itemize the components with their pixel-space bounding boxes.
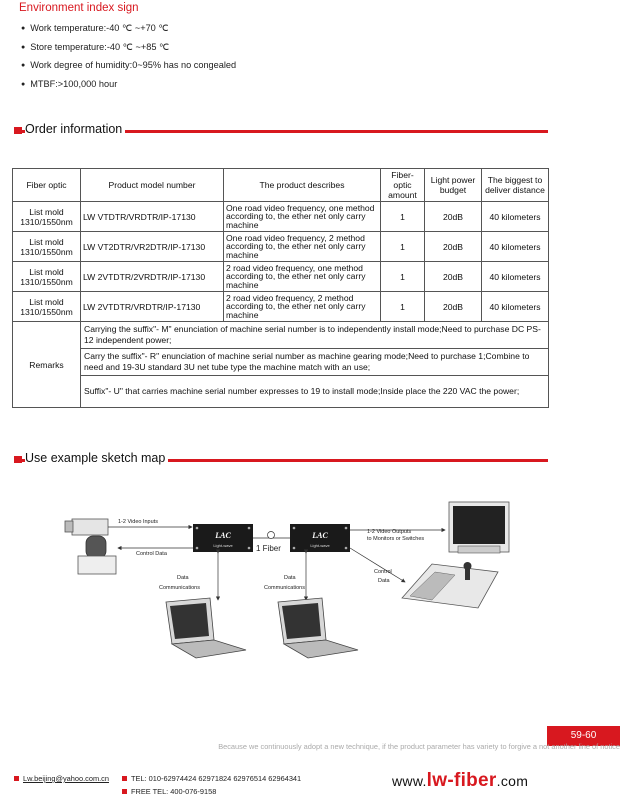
remark: Carry the suffix"- R" enunciation of machine serial number as machine gearing mode;Need to purchase 1;Combine to need and 19-3U standard 3U net tube type the machine match with an use; [81,349,549,376]
table-header-row [13,169,549,202]
environment-title: Environment index sign [19,2,139,14]
cell: 40 kilometers [482,262,549,292]
remark: Carrying the suffix"- M" enunciation of machine serial number is to independently install mode;Need to purchase DC PS-12 independent power; [81,322,549,349]
cell: 2 road video frequency, 2 method according to, the ether net only carry machine [224,292,381,322]
cell: LW VT2DTR/VR2DTR/IP-17130 [81,232,224,262]
bullet-square-icon [14,776,19,781]
email-line [14,774,109,783]
cell: List mold 1310/1550nm [13,202,81,232]
cell: 20dB [425,262,482,292]
tel-text: TEL: 010-62974424 62971824 62976514 62964341 [131,774,302,783]
laptop-icon [166,598,246,658]
example-title: Use example sketch map [25,451,168,465]
site-suffix: .com [496,773,529,789]
cell: LW 2VTDTR/VRDTR/IP-17130 [81,292,224,322]
fiber-transmitter-icon [193,524,253,552]
environment-list [21,20,236,94]
keyboard-controller-icon [402,562,498,608]
list-item: ● Work temperature:-40 ℃ ~+70 ℃ [21,20,236,39]
col-header: Product model number [81,169,224,202]
cell: List mold 1310/1550nm [13,292,81,322]
col-header: Fiber-optic amount [381,169,425,202]
cell: 1 [381,202,425,232]
table-row [13,262,549,292]
cell: 20dB [425,232,482,262]
cell: LW VTDTR/VRDTR/IP-17130 [81,202,224,232]
col-header: Light power budget [425,169,482,202]
bullet-square-icon [122,789,127,794]
sketch-map [60,490,560,660]
cell: List mold 1310/1550nm [13,232,81,262]
cell: One road video frequency, 2 method according to, the ether net only carry machine [224,232,381,262]
control-label: Control [374,569,392,575]
table-row [13,322,549,349]
list-item: ● MTBF:>100,000 hour [21,76,236,95]
section-marker [14,127,22,134]
fiber-receiver-icon [290,524,350,552]
monitor-icon [449,502,509,553]
order-table [12,168,549,408]
device-sub: Light-wave [310,543,330,548]
remarks-label: Remarks [13,322,81,408]
col-header: The product describes [224,169,381,202]
remark: Suffix"- U" that carries machine serial number expresses to 19 to install mode;Inside place the 220 VAC the power; [81,376,549,408]
control-data-label: Control Data [136,551,167,557]
email-link[interactable]: Lw.beijing@yahoo.com.cn [23,774,109,783]
cell: 1 [381,292,425,322]
free-tel-text: FREE TEL: 400-076-9158 [131,787,217,796]
table-row [13,376,549,408]
bullet-square-icon [122,776,127,781]
site-main: lw-fiber [426,770,497,791]
fiber-label: 1 Fiber [256,544,281,553]
laptop-icon [278,598,358,658]
cell: 20dB [425,202,482,232]
table-row [13,202,549,232]
device-logo: LAC [312,531,328,540]
cell: LW 2VTDTR/2VRDTR/IP-17130 [81,262,224,292]
site-prefix: www. [392,773,427,789]
cell: 1 [381,232,425,262]
cell: 40 kilometers [482,232,549,262]
table-row [13,292,549,322]
list-item: ● Store temperature:-40 ℃ ~+85 ℃ [21,39,236,58]
example-section-header [14,453,548,467]
data-comm-sub: Communications [159,585,200,591]
table-row [13,232,549,262]
free-tel-line [122,787,216,796]
device-sub: Light-wave [213,543,233,548]
col-header: The biggest to deliver distance [482,169,549,202]
cell: 40 kilometers [482,202,549,232]
cell: 20dB [425,292,482,322]
order-title: Order information [25,122,125,136]
list-item: ● Work degree of humidity:0~95% has no congealed [21,57,236,76]
section-marker [14,456,22,463]
data-comm-label: Data [177,575,189,581]
page-number: 59-60 [547,726,620,746]
cell: 1 [381,262,425,292]
table-row [13,349,549,376]
video-outputs-sub: to Monitors or Switches [367,536,425,542]
notice-text: Because we continuously adopt a new technique, if the product parameter has variety to forgive a not another line of notice [218,742,620,751]
cell: 2 road video frequency, one method according to, the ether net only carry machine [224,262,381,292]
cell: List mold 1310/1550nm [13,262,81,292]
device-logo: LAC [215,531,231,540]
website-link[interactable] [392,770,528,792]
order-section-header [14,124,548,138]
data-comm-sub: Communications [264,585,305,591]
col-header: Fiber optic [13,169,81,202]
tel-line [122,774,301,783]
video-inputs-label: 1-2 Video Inputs [118,519,158,525]
data-comm-label: Data [284,575,296,581]
video-outputs-label: 1-2 Video Outputs [367,529,412,535]
data-label: Data [378,578,390,584]
cell: 40 kilometers [482,292,549,322]
cell: One road video frequency, one method according to, the ether net only carry machine [224,202,381,232]
